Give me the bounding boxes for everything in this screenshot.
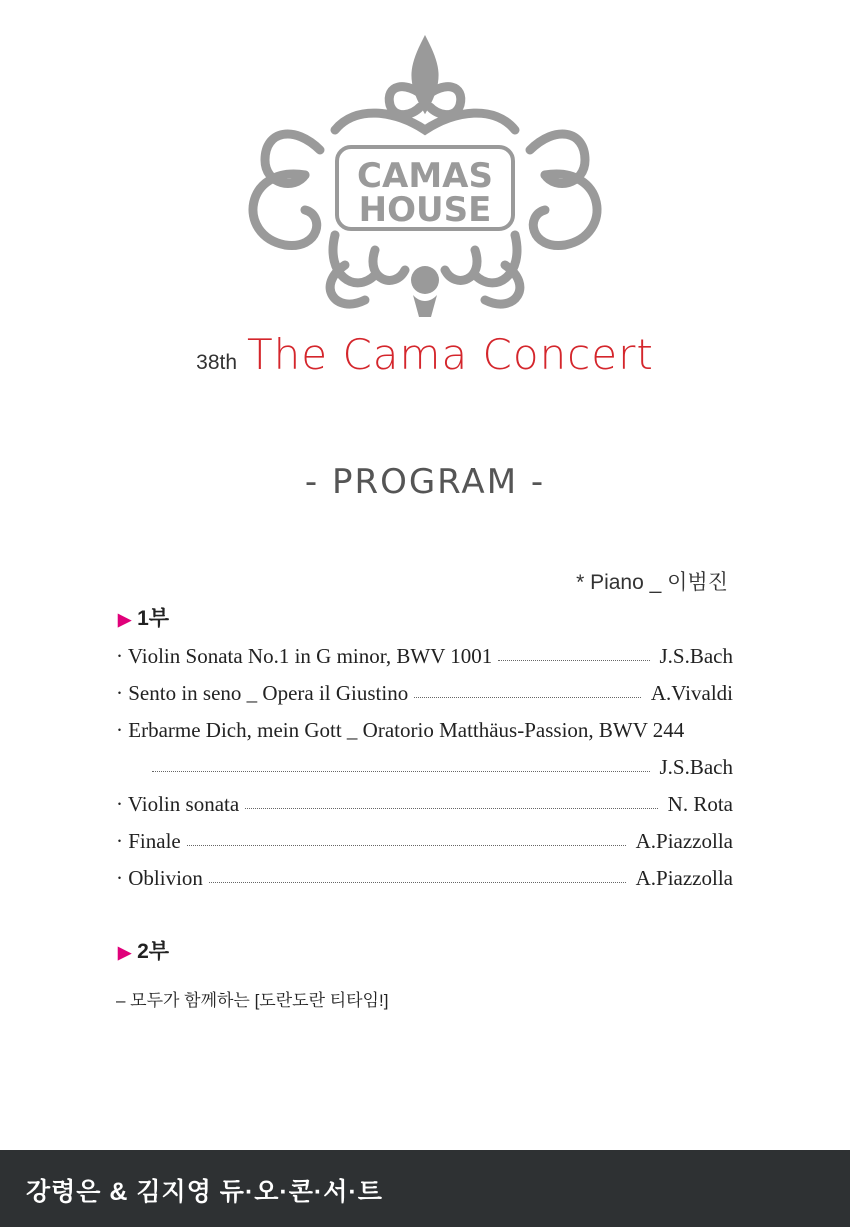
- part1-label: 1부: [137, 607, 170, 630]
- performer-credit: * Piano _ 이범진: [576, 571, 728, 594]
- composer-name: J.S.Bach: [659, 644, 733, 668]
- part2-label: 2부: [137, 940, 170, 963]
- dotted-leader: [414, 697, 641, 698]
- program-row: [116, 675, 733, 712]
- program-heading: - PROGRAM -: [304, 462, 546, 502]
- part2-note: – 모두가 함께하는 [도란도란 티타임!]: [116, 991, 389, 1010]
- concert-name: The Cama Concert: [247, 330, 654, 379]
- logo-text-camas: CAMAS: [357, 156, 493, 196]
- piece-title: · Sento in seno _ Opera il Giustino: [116, 681, 409, 705]
- composer-name: A.Piazzolla: [635, 866, 733, 890]
- dotted-leader: [152, 771, 650, 772]
- dotted-leader: [209, 882, 626, 883]
- composer-name: J.S.Bach: [659, 755, 733, 779]
- dotted-leader: [498, 660, 649, 661]
- piece-title: · Violin sonata: [116, 792, 240, 816]
- ornament-icon: [225, 35, 625, 325]
- triangle-bullet-icon: ▶: [118, 943, 132, 962]
- composer-name: A.Piazzolla: [635, 829, 733, 853]
- piece-title: · Erbarme Dich, mein Gott _ Oratorio Matthäus-Passion, BWV 244: [116, 718, 685, 742]
- dotted-leader: [187, 845, 626, 846]
- program-row: [116, 638, 733, 675]
- triangle-bullet-icon: ▶: [118, 610, 132, 629]
- part1-header: [118, 602, 169, 632]
- program-row: [116, 823, 733, 860]
- program-row: [116, 860, 733, 897]
- logo-text-house: HOUSE: [358, 190, 492, 230]
- program-row: [116, 712, 733, 749]
- camas-house-logo: [225, 35, 625, 325]
- piece-title: · Violin Sonata No.1 in G minor, BWV 1001: [116, 644, 493, 668]
- dotted-leader: [245, 808, 658, 809]
- piece-title: · Oblivion: [116, 866, 203, 890]
- composer-name: A.Vivaldi: [650, 681, 733, 705]
- footer-text: 강령은 & 김지영 듀·오·콘·서·트: [26, 1178, 383, 1206]
- composer-name: N. Rota: [667, 792, 733, 816]
- part2-header: [118, 935, 169, 965]
- piece-title: · Finale: [116, 829, 181, 853]
- program-list: [116, 638, 733, 897]
- concert-title: [0, 330, 850, 379]
- program-row: [116, 786, 733, 823]
- program-row: [116, 749, 733, 786]
- concert-edition: 38th: [196, 351, 238, 374]
- footer-banner: [0, 1150, 850, 1227]
